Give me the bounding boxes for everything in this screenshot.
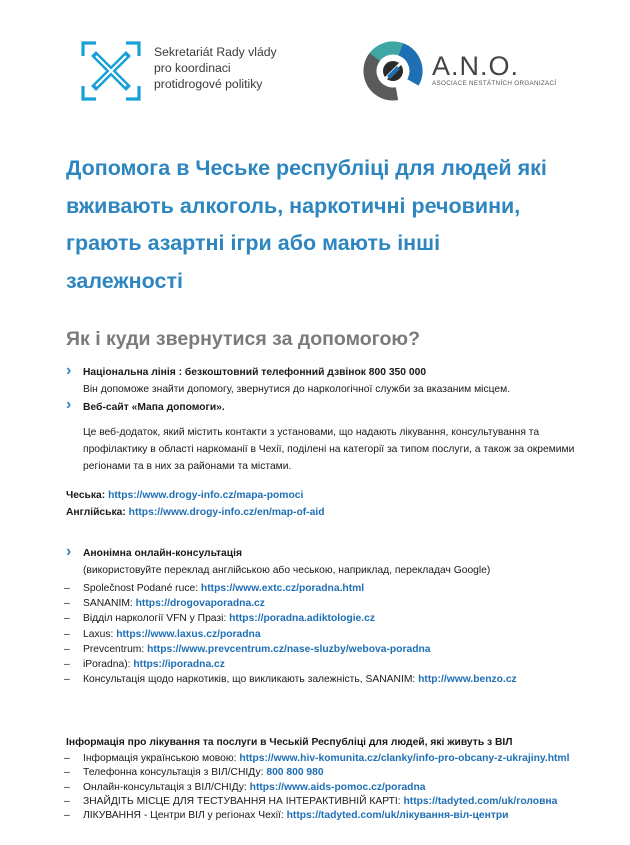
list-item: – Laxus: https://www.laxus.cz/poradna <box>64 628 261 640</box>
logo-line-2: pro koordinaci <box>154 61 231 75</box>
map-link-label: Чеська: <box>66 490 109 501</box>
website-description <box>83 424 574 475</box>
list-item: – iPoradna): https://iporadna.cz <box>64 658 225 670</box>
hiv-link[interactable]: https://tadyted.com/uk/головна <box>403 795 558 807</box>
ano-name: A.N.O. <box>432 51 520 81</box>
map-link-english <box>66 506 324 520</box>
consultation-link[interactable]: https://iporadna.cz <box>133 658 225 670</box>
chevron-right-icon: › <box>66 396 72 413</box>
website-desc-line: регіонами та в них за районами та містами. <box>83 461 292 472</box>
hiv-link[interactable]: https://www.hiv-komunita.cz/clanky/info-pro-obcany-z-ukrajiny.html <box>239 753 570 764</box>
consultation-link[interactable]: https://www.prevcentrum.cz/nase-sluzby/webova-poradna <box>147 643 431 655</box>
website-desc-line: профілактику в області наркоманії в Чехії, поділені на категорії за типом послуги, а також за окремими <box>83 444 575 455</box>
ano-ring-logo-icon <box>360 38 426 104</box>
council-secretariat-logo <box>80 40 277 102</box>
consultation-link[interactable]: https://poradna.adiktologie.cz <box>229 613 376 625</box>
logo-line-1: Sekretariát Rady vlády <box>154 45 277 59</box>
ano-logo <box>360 38 556 104</box>
council-secretariat-name <box>154 44 277 92</box>
hiv-phone[interactable]: 800 800 980 <box>266 767 324 779</box>
list-item: – Prevcentrum: https://www.prevcentrum.cz/nase-sluzby/webova-poradna <box>64 643 431 655</box>
list-item: – Онлайн-консультація з ВІЛ/СНІДу: https://www.aids-pomoc.cz/poradna <box>64 781 426 793</box>
consultation-link[interactable]: https://www.extc.cz/poradna.html <box>200 583 365 594</box>
list-item: – Консультація щодо наркотиків, що викликають залежність, SANANIM: http://www.benzo.cz <box>64 674 517 686</box>
hiv-link[interactable]: https://tadyted.com/uk/лікування-віл-центри <box>286 810 509 822</box>
map-link-label: Англійська: <box>66 507 129 518</box>
chevron-right-icon: › <box>66 362 72 379</box>
online-consultation-list <box>64 581 517 687</box>
list-item: – Відділ наркології VFN у Празі: https://poradna.adiktologie.cz <box>64 613 376 625</box>
logo-line-3: protidrogové politiky <box>154 77 263 91</box>
map-link-czech <box>66 489 303 503</box>
title-line: залежності <box>66 268 183 293</box>
title-line: Допомога в Чеське республіці для людей які <box>66 156 547 180</box>
list-item: – ЗНАЙДІТЬ МІСЦЕ ДЛЯ ТЕСТУВАННЯ НА ІНТЕРАКТИВНІЙ КАРТІ: https://tadyted.com/uk/головна <box>64 795 558 807</box>
list-item: – Společnost Podané ruce: https://www.extc.cz/poradna.html <box>64 583 365 594</box>
chevron-right-icon: › <box>66 543 72 560</box>
consultation-link[interactable]: https://drogovaporadna.cz <box>135 598 265 610</box>
consultation-link[interactable]: http://www.benzo.cz <box>418 674 517 686</box>
cross-arrows-logo-icon <box>80 40 142 102</box>
consultation-link[interactable]: https://www.laxus.cz/poradna <box>116 628 261 640</box>
hiv-info-list <box>64 752 569 823</box>
map-link-url[interactable]: https://www.drogy-info.cz/mapa-pomoci <box>108 490 304 501</box>
online-consultation-label: Анонімна онлайн-консультація <box>83 548 242 559</box>
list-item: – ЛІКУВАННЯ - Центри ВІЛ у регіонах Чехії: https://tadyted.com/uk/лікування-віл-центри <box>64 810 509 822</box>
hotline-label: Національна лінія : безкоштовний телефонний дзвінок 800 350 000 <box>83 367 427 378</box>
online-consultation-note: (використовуйте переклад англійською або чеською, наприклад, перекладач Google) <box>83 565 491 576</box>
map-link-url[interactable]: https://www.drogy-info.cz/en/map-of-aid <box>128 507 325 518</box>
hiv-link[interactable]: https://www.aids-pomoc.cz/poradna <box>249 781 426 793</box>
website-desc-line: Це веб-додаток, який містить контакти з установами, що надають лікування, консультування та <box>83 427 540 438</box>
website-label: Веб-сайт «Мапа допомоги». <box>83 402 225 413</box>
list-item: – Інформація українською мовою: https://www.hiv-komunita.cz/clanky/info-pro-obcany-z-ukrajiny.html <box>64 753 570 764</box>
list-item: – Телефонна консультація з ВІЛ/СНІДу: 800 800 980 <box>64 767 324 779</box>
title-line: вживають алкоголь, наркотичні речовини, <box>66 193 521 218</box>
section-heading: Як і куди звернутися за допомогою? <box>66 328 420 350</box>
list-item: – SANANIM: https://drogovaporadna.cz <box>64 598 265 610</box>
hiv-info-heading: Інформація про лікування та послуги в Чеській Республіці для людей, які живуть з ВІЛ <box>66 737 513 748</box>
title-line: грають азартні ігри або мають інші <box>66 231 441 255</box>
ano-subtitle: ASOCIACE NESTÁTNÍCH ORGANIZACÍ <box>432 80 557 87</box>
page-title <box>66 150 606 300</box>
hotline-description: Він допоможе знайти допомогу, звернутися до наркологічної служби за вказаним місцем. <box>83 384 511 395</box>
